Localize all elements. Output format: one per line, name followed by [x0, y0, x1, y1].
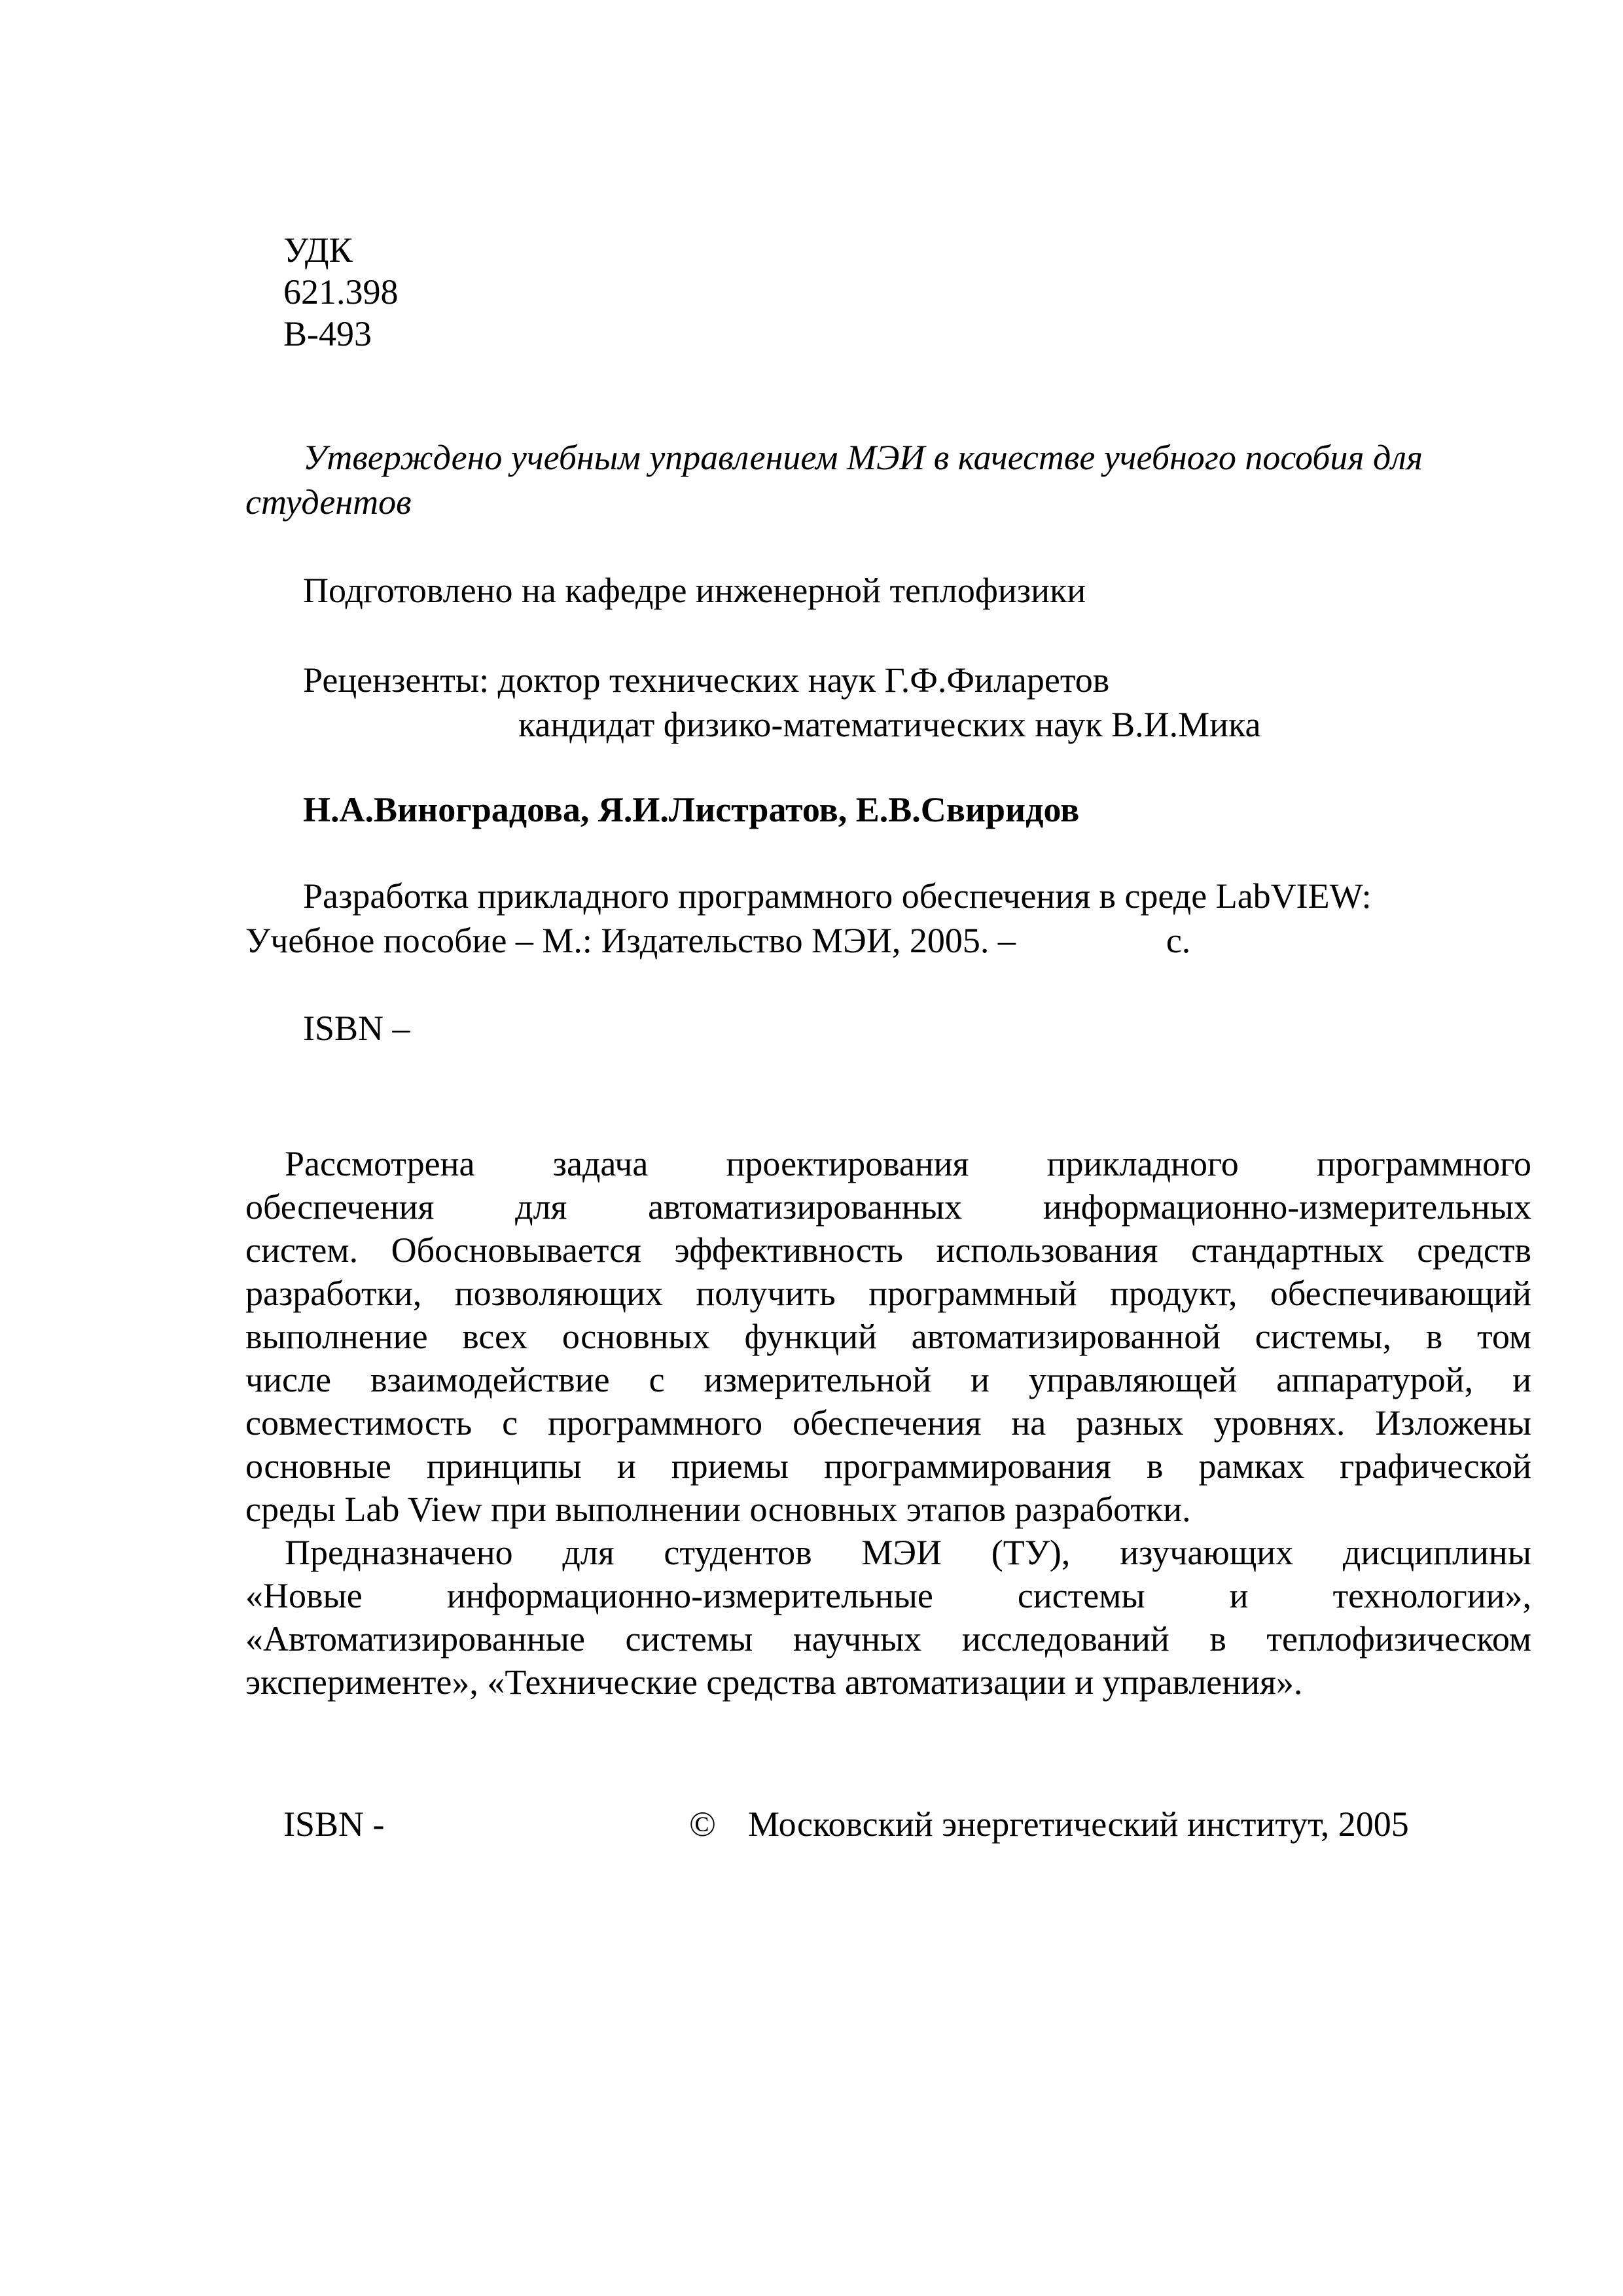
abstract-line: разработки, позволяющих получить программный продукт, обеспечивающий [245, 1274, 1531, 1313]
word: информационно-измерительных [1043, 1187, 1531, 1227]
word: прикладного [1046, 1144, 1239, 1183]
citation-pages: с. [1166, 921, 1191, 960]
word: автоматизированных [648, 1187, 963, 1227]
bibliographic-citation [245, 874, 1531, 963]
abstract-line: систем. Обосновывается эффективность использования стандартных средств [245, 1230, 1531, 1270]
authors: Н.А.Виноградова, Я.И.Листратов, Е.В.Свиридов [303, 790, 1080, 829]
abstract-paragraph-1 [245, 1142, 1531, 1531]
reviewers-label: Рецензенты: [303, 660, 490, 700]
abstract-line [245, 1142, 1531, 1185]
word: обеспечения [245, 1187, 435, 1227]
reviewer-2: кандидат физико-математических наук В.И.Мика [518, 705, 1261, 744]
reviewers-block [303, 658, 1260, 747]
citation-title-line: Разработка прикладного программного обеспечения в среде LabVIEW: [303, 876, 1372, 916]
word: Рассмотрена [285, 1144, 475, 1183]
abstract-paragraph-2 [245, 1531, 1531, 1704]
word: задача [552, 1144, 649, 1183]
word: системы [1017, 1576, 1145, 1615]
citation-publisher-line [245, 918, 1531, 963]
isbn-bottom: ISBN - [283, 1804, 385, 1844]
approval-statement: Утверждено учебным управлением МЭИ в качестве учебного пособия для студентов [245, 438, 1423, 522]
abstract-line: среды Lab View при выполнении основных этапов разработки. [245, 1490, 1191, 1529]
word: для [515, 1187, 567, 1227]
word: технологии», [1332, 1576, 1531, 1615]
copyright-text: Московский энергетический институт, 2005 [748, 1804, 1409, 1844]
abstract-line: выполнение всех основных функций автоматизированной системы, в том [245, 1317, 1531, 1356]
abstract-line: эксперименте», «Технические средства автоматизации и управления». [245, 1662, 1303, 1702]
copyright [689, 1802, 1409, 1846]
abstract-line: числе взаимодействие с измерительной и управляющей аппаратурой, и [245, 1360, 1531, 1399]
reviewer-line-1 [303, 658, 1260, 702]
udk-block [283, 229, 399, 355]
udk-author-mark: В-493 [283, 314, 372, 353]
abstract-line: «Автоматизированные системы научных исследований в теплофизическом [245, 1619, 1531, 1659]
reviewer-1: доктор технических наук Г.Ф.Филаретов [497, 660, 1110, 700]
abstract [245, 1142, 1531, 1704]
prepared-statement: Подготовлено на кафедре инженерной теплофизики [303, 571, 1086, 610]
udk-label: УДК [283, 230, 353, 270]
abstract-line [245, 1574, 1531, 1617]
udk-code: 621.398 [283, 272, 399, 312]
abstract-line [245, 1185, 1531, 1229]
abstract-line: Предназначено для студентов МЭИ (ТУ), изучающих дисциплины [285, 1533, 1531, 1572]
word: и [1229, 1576, 1249, 1615]
copyright-icon: © [689, 1804, 717, 1844]
word: проектирования [726, 1144, 969, 1183]
citation-publisher: Учебное пособие – М.: Издательство МЭИ, 2005. – [245, 921, 1016, 960]
word: информационно-измерительные [446, 1576, 933, 1615]
word: «Новые [245, 1576, 363, 1615]
abstract-line: совместимость с программного обеспечения на разных уровнях. Изложены [245, 1403, 1531, 1443]
word: программного [1316, 1144, 1531, 1183]
isbn-top: ISBN – [303, 1009, 410, 1048]
abstract-line: основные принципы и приемы программирования в рамках графической [245, 1446, 1531, 1486]
